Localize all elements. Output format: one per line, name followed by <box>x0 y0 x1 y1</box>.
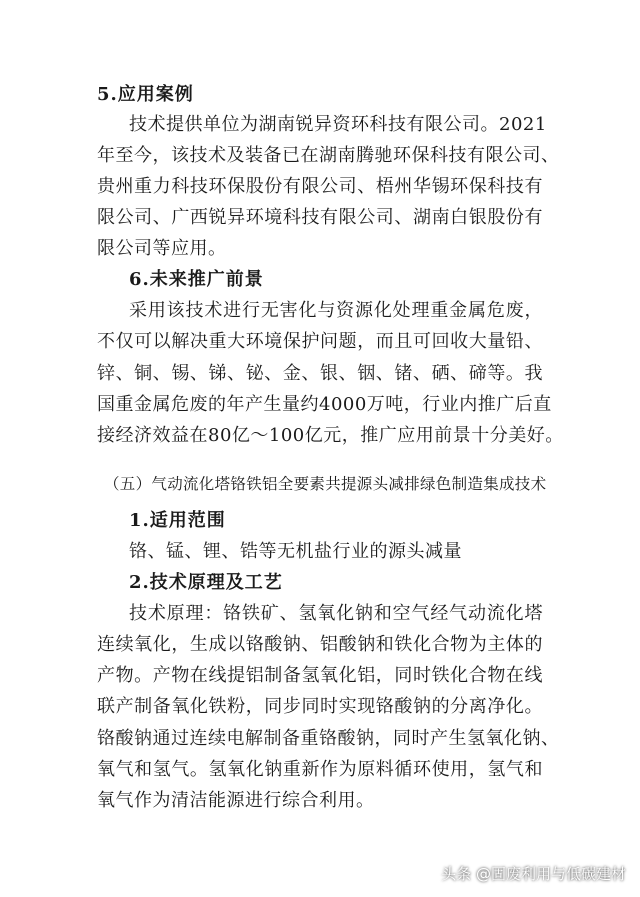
paragraph-line: 限公司、广西锐异环境科技有限公司、湖南白银股份有 <box>97 207 543 228</box>
paragraph-line: 技术提供单位为湖南锐异资环科技有限公司。2021 <box>129 114 547 135</box>
paragraph-line: 联产制备氧化铁粉，同步同时实现铬酸钠的分离净化。 <box>97 696 543 717</box>
paragraph-line: 氧气作为清洁能源进行综合利用。 <box>97 790 375 811</box>
paragraph-line: 技术原理：铬铁矿、氢氧化钠和空气经气动流化塔 <box>129 603 543 624</box>
paragraph-line: 不仅可以解决重大环境保护问题，而且可回收大量铅、 <box>97 331 543 352</box>
paragraph-line: 国重金属危废的年产生量约4000万吨，行业内推广后直 <box>97 394 552 415</box>
watermark <box>441 860 626 886</box>
section-heading-future-prospects: 6.未来推广前景 <box>129 269 264 290</box>
paragraph-line: 年至今，该技术及装备已在湖南腾驰环保科技有限公司、 <box>97 145 560 166</box>
section-heading-application-cases: 5.应用案例 <box>97 84 194 105</box>
paragraph-line: 产物。产物在线提铝制备氢氧化铝，同时铁化合物在线 <box>97 665 543 686</box>
paragraph-line: 贵州重力科技环保股份有限公司、梧州华锡环保科技有 <box>97 176 543 197</box>
paragraph-line: 连续氧化，生成以铬酸钠、铝酸钠和铁化合物为主体的 <box>97 634 543 655</box>
paragraph-line: 限公司等应用。 <box>97 238 227 259</box>
paragraph-line: 氧气和氢气。氢氧化钠重新作为原料循环使用，氢气和 <box>97 759 543 780</box>
watermark-text: 头条 @固废利用与低碳建材 <box>441 864 626 883</box>
principle-heading: 2.技术原理及工艺 <box>129 572 283 593</box>
paragraph-line: 采用该技术进行无害化与资源化处理重金属危废， <box>129 300 543 321</box>
scope-heading: 1.适用范围 <box>129 510 226 531</box>
paragraph-line: 锌、铜、锡、锑、铋、金、银、铟、锗、硒、碲等。我 <box>97 363 543 384</box>
scope-text: 铬、锰、锂、锆等无机盐行业的源头减量 <box>129 541 462 562</box>
subsection-title: （五）气动流化塔铬铁铝全要素共提源头减排绿色制造集成技术 <box>104 475 547 493</box>
paragraph-line: 铬酸钠通过连续电解制备重铬酸钠，同时产生氢氧化钠、 <box>97 728 560 749</box>
paragraph-line: 接经济效益在80亿～100亿元，推广应用前景十分美好。 <box>97 425 564 446</box>
